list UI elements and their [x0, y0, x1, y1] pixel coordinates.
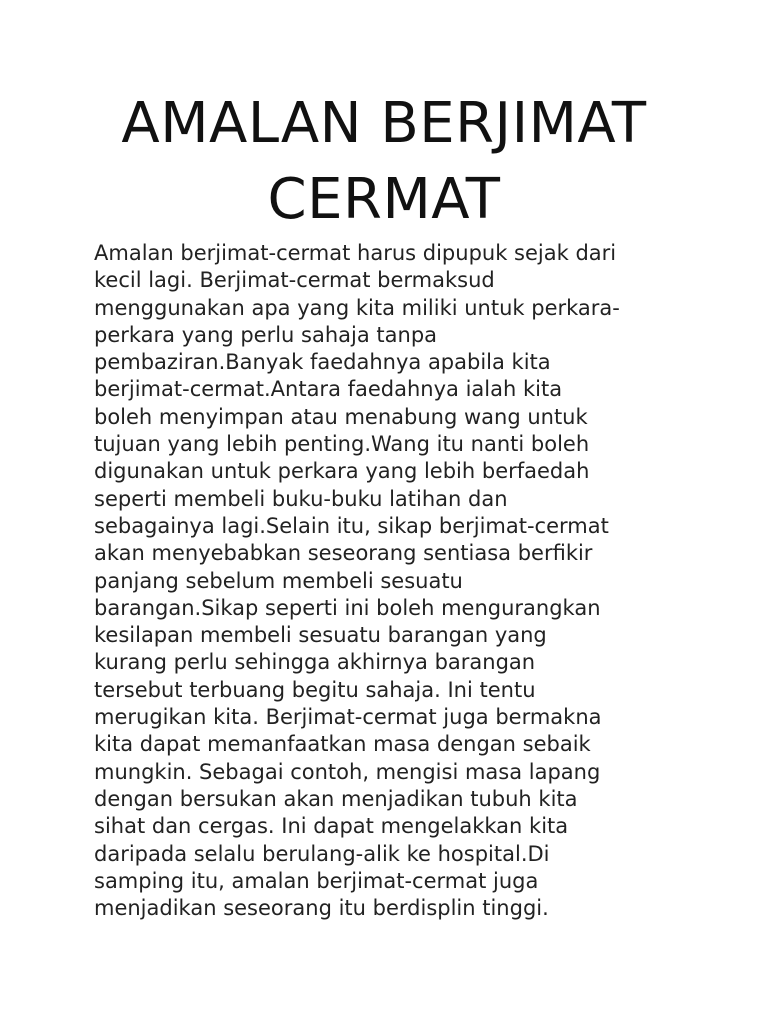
body-line: kurang perlu sehingga akhirnya barangan — [94, 650, 536, 675]
body-line: seperti membeli buku-buku latihan dan — [94, 486, 508, 511]
body-line: boleh menyimpan atau menabung wang untuk — [94, 404, 588, 429]
body-paragraph — [94, 240, 714, 922]
body-line: sebagainya lagi.Selain itu, sikap berjimat-cermat — [94, 513, 609, 538]
title-line: AMALAN BERJIMAT — [121, 91, 647, 156]
body-line: menggunakan apa yang kita miliki untuk perkara- — [94, 295, 620, 320]
body-line: dengan bersukan akan menjadikan tubuh kita — [94, 786, 578, 811]
body-line: akan menyebabkan seseorang sentiasa berfikir — [94, 541, 593, 566]
body-line: kesilapan membeli sesuatu barangan yang — [94, 623, 547, 648]
page-title — [60, 86, 708, 238]
body-line: panjang sebelum membeli sesuatu — [94, 568, 463, 593]
body-line: perkara yang perlu sahaja tanpa — [94, 322, 438, 347]
title-line: CERMAT — [267, 167, 501, 232]
body-line: pembaziran.Banyak faedahnya apabila kita — [94, 350, 551, 375]
body-line: digunakan untuk perkara yang lebih berfaedah — [94, 459, 590, 484]
body-line: kecil lagi. Berjimat-cermat bermaksud — [94, 268, 495, 293]
body-line: kita dapat memanfaatkan masa dengan sebaik — [94, 732, 591, 757]
body-line: mungkin. Sebagai contoh, mengisi masa lapang — [94, 759, 601, 784]
body-line: daripada selalu berulang-alik ke hospital.Di — [94, 841, 550, 866]
body-line: menjadikan seseorang itu berdisplin tinggi. — [94, 896, 549, 921]
body-line: merugikan kita. Berjimat-cermat juga bermakna — [94, 705, 602, 730]
body-line: Amalan berjimat-cermat harus dipupuk sejak dari — [94, 241, 617, 265]
body-line: barangan.Sikap seperti ini boleh mengurangkan — [94, 595, 601, 620]
body-line: tujuan yang lebih penting.Wang itu nanti boleh — [94, 432, 590, 457]
body-line: samping itu, amalan berjimat-cermat juga — [94, 868, 539, 893]
body-line: tersebut terbuang begitu sahaja. Ini tentu — [94, 677, 536, 702]
body-line: sihat dan cergas. Ini dapat mengelakkan kita — [94, 814, 569, 839]
body-line: berjimat-cermat.Antara faedahnya ialah kita — [94, 377, 563, 402]
